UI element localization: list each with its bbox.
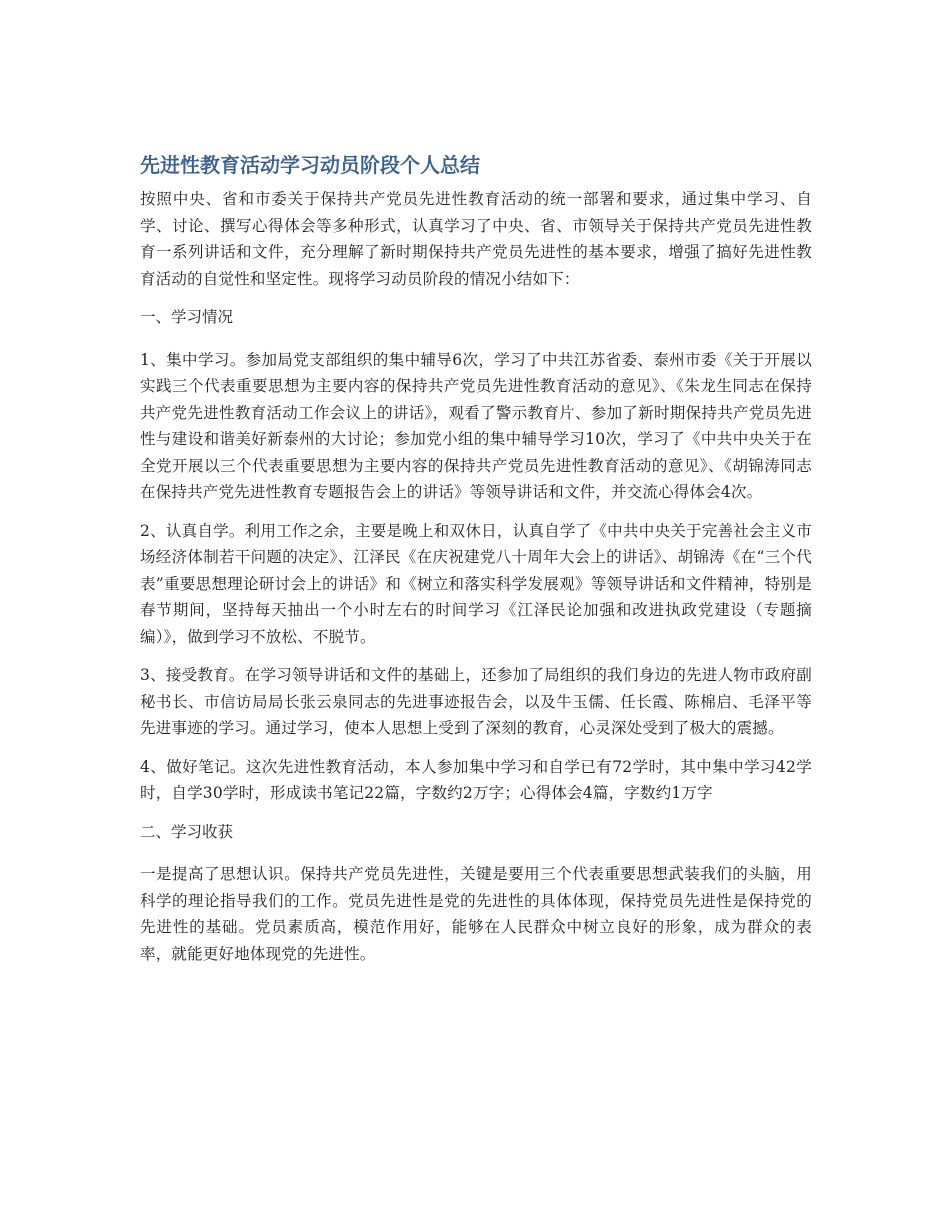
paragraph-centralized-study: 1、集中学习。参加局党支部组织的集中辅导6次，学习了中共江苏省委、泰州市委《关于开展以实践三个代表重要思想为主要内容的保持共产党员先进性教育活动的意见》、《朱龙生同志在保持共产党先进性教育活动工作会议上的讲话》，观看了警示教育片、参加了新时期保持共产党员先进性与建设和谐美好新泰州的大讨论；参加党小组的集中辅导学习10次，学习了《中共中央关于在全党开展以三个代表重要思想为主要内容的保持共产党员先进性教育活动的意见》、《胡锦涛同志在保持共产党先进性教育专题报告会上的讲话》等领导讲话和文件，并交流心得体会4次。 xyxy=(140,350,812,501)
paragraph-receive-education: 3、接受教育。在学习领导讲话和文件的基础上，还参加了局组织的我们身边的先进人物市政府副秘书长、市信访局局长张云泉同志的先进事迹报告会，以及牛玉儒、任长霞、陈棉启、毛泽平等先进事迹的学习。通过学习，使本人思想上受到了深刻的教育，心灵深处受到了极大的震撼。 xyxy=(140,666,812,737)
paragraph-improved-awareness: 一是提高了思想认识。保持共产党员先进性，关键是要用三个代表重要思想武装我们的头脑，用科学的理论指导我们的工作。党员先进性是党的先进性的具体体现，保持党员先进性是保持党的先进性的基础。党员素质高，模范作用好，能够在人民群众中树立良好的形象，成为群众的表率，就能更好地体现党的先进性。 xyxy=(140,865,812,963)
section-heading-study-situation: 一、学习情况 xyxy=(140,308,234,326)
paragraph-self-study: 2、认真自学。利用工作之余，主要是晚上和双休日，认真自学了《中共中央关于完善社会主义市场经济体制若干问题的决定》、江泽民《在庆祝建党八十周年大会上的讲话》、胡锦涛《在“三个代表”重要思想理论研讨会上的讲话》和《树立和落实科学发展观》等领导讲话和文件精神，特别是春节期间，坚持每天抽出一个小时左右的时间学习《江泽民论加强和改进执政党建设（专题摘编）》，做到学习不放松、不脱节。 xyxy=(140,521,812,646)
intro-paragraph: 按照中央、省和市委关于保持共产党员先进性教育活动的统一部署和要求，通过集中学习、自学、讨论、撰写心得体会等多种形式，认真学习了中央、省、市领导关于保持共产党员先进性教育一系列讲话和文件，充分理解了新时期保持共产党员先进性的基本要求，增强了搞好先进性教育活动的自觉性和坚定性。现将学习动员阶段的情况小结如下： xyxy=(140,190,812,288)
section-heading-study-gains: 二、学习收获 xyxy=(140,822,234,841)
document-title: 先进性教育活动学习动员阶段个人总结 xyxy=(140,153,480,177)
document-body xyxy=(140,150,812,979)
paragraph-take-notes: 4、做好笔记。这次先进性教育活动，本人参加集中学习和自学已有72学时，其中集中学习42学时，自学30学时，形成读书笔记22篇，字数约2万字；心得体会4篇，字数约1万字 xyxy=(140,757,812,802)
